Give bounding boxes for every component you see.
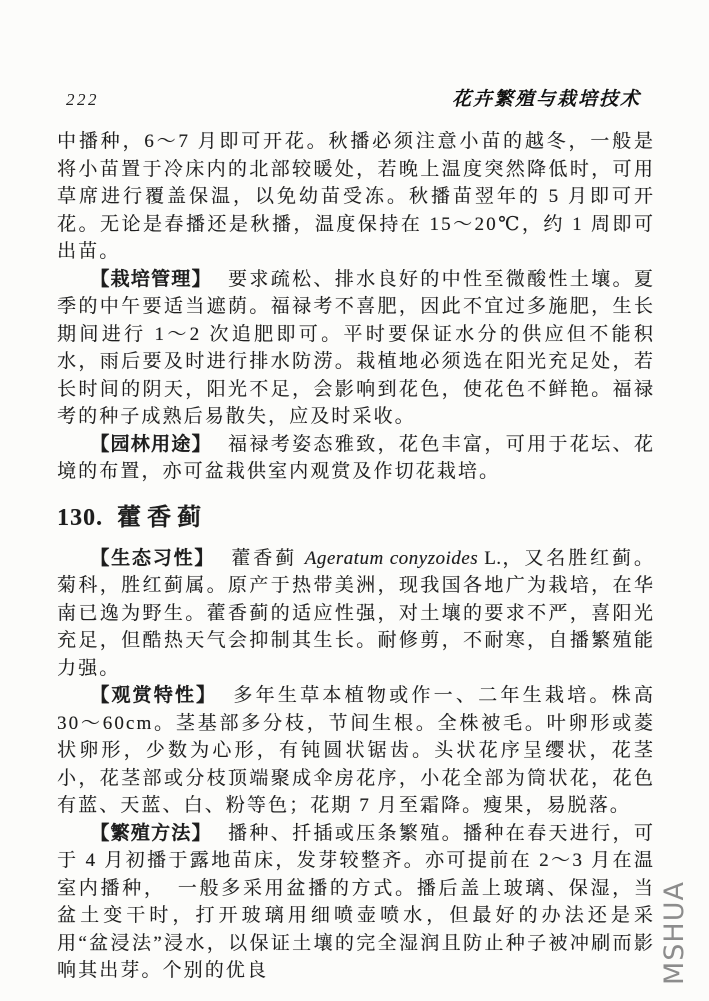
- continuation-text: 中播种，6～7 月即可开花。秋播必须注意小苗的越冬，一般是将小苗置于冷床内的北部较暖处，若晚上温度突然降低时，可用草席进行覆盖保温，以免幼苗受冻。秋播苗翌年的 5 月即可开花。无论是春播还是秋播，温度保持在 15～20℃，约 1 周即可出苗。: [57, 131, 655, 262]
- section-label-propagation-methods: 【繁殖方法】: [90, 821, 212, 844]
- running-head: [66, 84, 641, 111]
- latin-authority: L.: [478, 547, 502, 569]
- section-label-ecological-habits: 【生态习性】: [90, 546, 216, 569]
- paragraph-garden-use: [57, 431, 655, 486]
- paragraph-continuation: [57, 128, 655, 266]
- paragraph-cultivation-management: [57, 266, 655, 431]
- chapter-heading: [57, 502, 655, 533]
- chapter-title: 藿香蓟: [117, 502, 207, 531]
- paragraph-ecological-habits: [57, 545, 655, 683]
- book-title: 花卉繁殖与栽培技术: [451, 89, 641, 110]
- section-text-after-latin: ，又名胜红蓟。菊科，胜红蓟属。原产于热带美洲，现我国各地广为栽培，在华南已逸为野生。藿香蓟的适应性强，对土壤的要求不严，喜阳光充足，但酷热天气会抑制其生长。耐修剪，不耐寒，自播繁殖能力强。: [57, 547, 655, 679]
- section-label-ornamental-traits: 【观赏特性】: [90, 684, 218, 706]
- section-label-cultivation-management: 【栽培管理】: [90, 267, 212, 290]
- section-text-ornamental-traits: 多年生草本植物或作一、二年生栽培。株高 30～60cm。茎基部多分枝，节间生根。全株被毛。叶卵形或菱状卵形，少数为心形，有钝圆状锯齿。头状花序呈缨状，花茎小，花茎部或分枝顶端聚成伞房花序，小花全部为筒状花，花色有蓝、天蓝、白、粉等色；花期 7 月至霜降。瘦果，易脱落。: [57, 685, 655, 816]
- latin-species-name: Ageratum conyzoides: [304, 547, 479, 569]
- section-text-garden-use: 福禄考姿态雅致，花色丰富，可用于花坛、花境的布置，亦可盆栽供室内观赏及作切花栽培。: [57, 433, 655, 482]
- chapter-number: 130.: [57, 504, 103, 531]
- paragraph-propagation-methods: [57, 820, 655, 985]
- section-text-propagation-methods: 播种、扦插或压条繁殖。播种在春天进行，可于 4 月初播于露地苗床，发芽较整齐。亦可提前在 2～3 月在温室内播种， 一般多采用盆播的方式。播后盖上玻璃、保湿，当盆土变干时，打开玻璃用细喷壶喷水，但最好的办法还是采用“盆浸法”浸水，以保证土壤的完全湿润且防止种子被冲刷而影响其出芽。个别的优良: [57, 822, 655, 981]
- page-number: 222: [66, 90, 99, 109]
- section-text-before-latin: 藿香蓟: [231, 547, 305, 569]
- section-text-cultivation-management: 要求疏松、排水良好的中性至微酸性土壤。夏季的中午要适当遮荫。福禄考不喜肥，因此不宜过多施肥，生长期间进行 1～2 次追肥即可。平时要保证水分的供应但不能积水，雨后要及时进行排水防涝。栽植地必须选在阳光充足处，若长时间的阴天，阳光不足，会影响到花色，使花色不鲜艳。福禄考的种子成熟后易散失，应及时采收。: [57, 268, 655, 427]
- scanner-watermark: MSHUA: [659, 881, 690, 985]
- paragraph-ornamental-traits: [57, 682, 655, 820]
- page-body-text: [57, 128, 655, 985]
- section-label-garden-use: 【园林用途】: [90, 432, 212, 455]
